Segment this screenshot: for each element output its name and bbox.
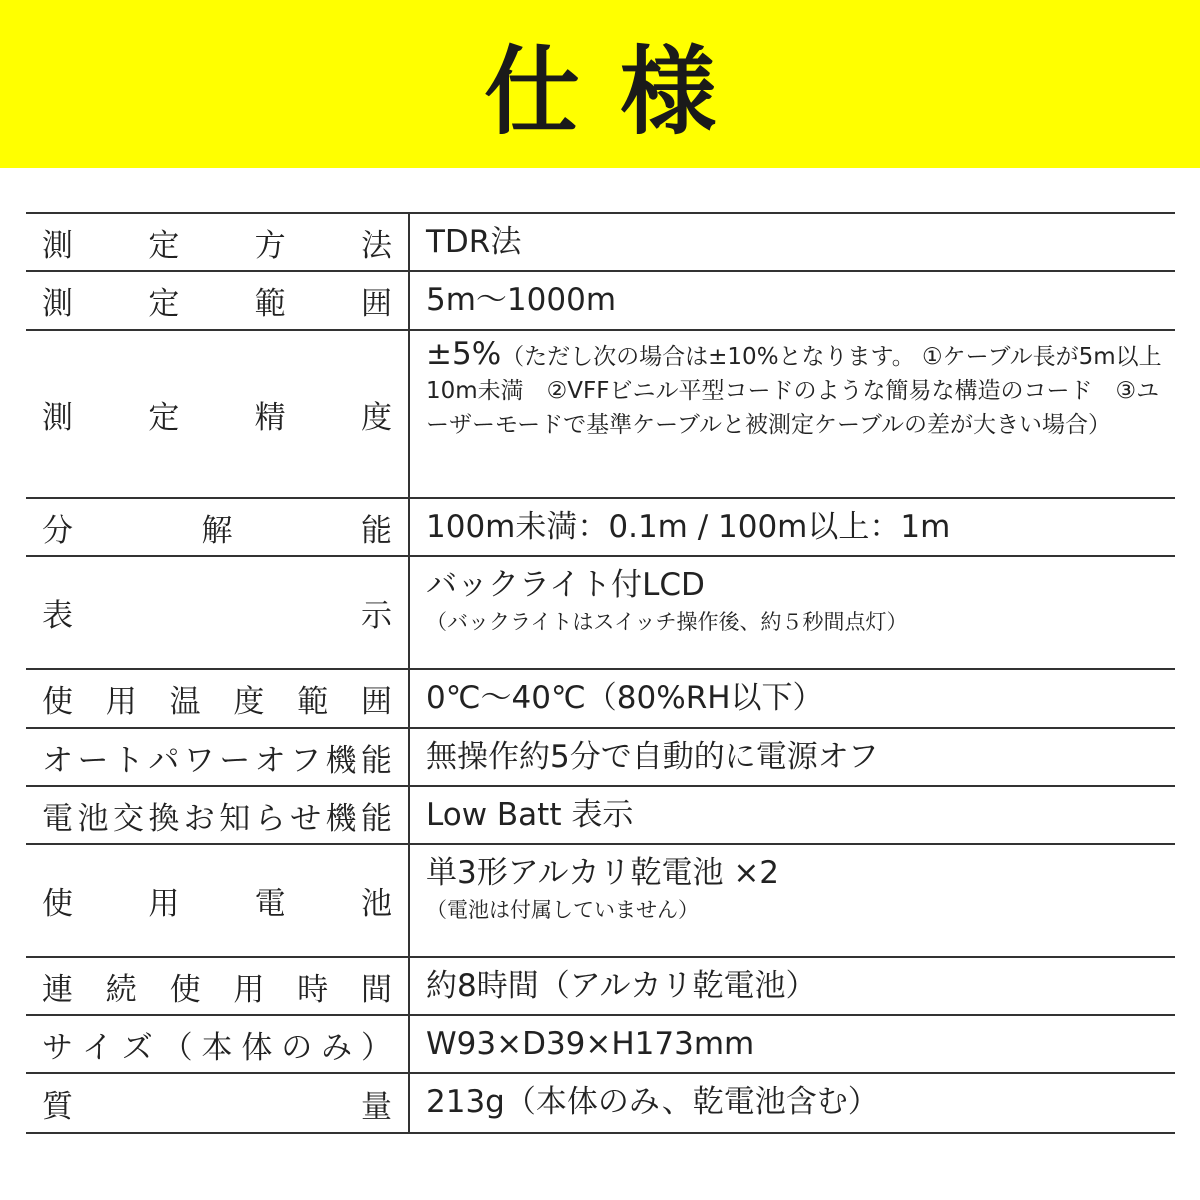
spec-label-char: 定: [148, 227, 180, 264]
spec-label-char: 能: [361, 512, 392, 549]
spec-label: [26, 787, 410, 843]
spec-label-char: ワ: [183, 742, 215, 779]
spec-row: [26, 670, 1175, 729]
spec-label-char: 用: [105, 684, 137, 720]
spec-label-char: ズ: [121, 1029, 153, 1066]
spec-row: [26, 787, 1175, 845]
spec-value-main: 5m〜1000m: [426, 282, 617, 318]
spec-label-char: 質: [42, 1088, 73, 1125]
spec-row: [26, 729, 1175, 787]
spec-label-char: 示: [361, 598, 392, 634]
spec-label-char: 温: [169, 684, 201, 720]
spec-label-char: 交: [112, 800, 144, 837]
spec-label-char: 測: [42, 399, 73, 436]
spec-label-char: 池: [360, 886, 392, 922]
spec-label-char: 時: [297, 971, 329, 1008]
spec-label-char: 法: [360, 227, 392, 264]
spec-row: [26, 1016, 1175, 1074]
spec-label-char: 本: [201, 1029, 233, 1066]
spec-value: [410, 557, 1175, 668]
spec-value: [410, 499, 1175, 555]
spec-label-char: ）: [361, 1029, 392, 1066]
spec-row: [26, 845, 1175, 958]
spec-label-char: 量: [361, 1088, 392, 1125]
spec-label-char: 囲: [360, 286, 392, 322]
spec-label-char: 分: [42, 512, 73, 549]
spec-label-char: 表: [42, 598, 73, 634]
spec-label-char: 電: [254, 886, 286, 922]
spec-label-char: 換: [148, 800, 180, 837]
spec-row: [26, 214, 1175, 272]
spec-label: [26, 557, 410, 668]
spec-label-char: フ: [290, 742, 322, 779]
spec-row: [26, 272, 1175, 331]
spec-label-char: 体: [241, 1029, 273, 1066]
spec-label-char: イ: [81, 1029, 113, 1066]
spec-label-char: 範: [254, 286, 286, 322]
spec-label-char: の: [281, 1029, 313, 1066]
spec-value: [410, 729, 1175, 785]
spec-table: [26, 212, 1175, 1134]
spec-label-char: 範: [297, 684, 329, 720]
spec-label-char: ら: [254, 800, 286, 837]
spec-value-main: 単3形アルカリ乾電池 ×2: [426, 855, 780, 891]
spec-value-main: 約8時間（アルカリ乾電池）: [426, 968, 817, 1004]
spec-row: [26, 499, 1175, 557]
spec-row: [26, 331, 1175, 499]
accuracy-value: ±5%: [426, 336, 502, 372]
spec-label-char: 囲: [360, 684, 392, 720]
spec-row: [26, 1074, 1175, 1134]
spec-value-note: （電池は付属していません）: [426, 898, 699, 922]
spec-label-char: 使: [42, 886, 73, 922]
spec-value-main: W93×D39×H173mm: [426, 1026, 755, 1062]
spec-label-char: み: [321, 1029, 353, 1066]
spec-value-main: TDR法: [426, 224, 522, 260]
spec-label-char: 機: [325, 742, 357, 779]
spec-label-char: 機: [325, 800, 357, 837]
spec-value: [410, 958, 1175, 1014]
spec-value: [410, 845, 1175, 956]
spec-value: [410, 272, 1175, 329]
spec-value-main: バックライト付LCD: [426, 567, 705, 603]
spec-label-char: お: [183, 800, 215, 837]
spec-value-main: 213g（本体のみ、乾電池含む）: [426, 1084, 879, 1120]
page-title: 仕様: [484, 35, 756, 148]
spec-value-main: 100m未満：0.1m / 100m以上：1m: [426, 509, 951, 545]
spec-value-main: 0℃〜40℃（80%RH以下）: [426, 680, 824, 716]
spec-label-char: 能: [360, 742, 392, 779]
spec-label-char: 解: [201, 512, 233, 549]
spec-label-char: 知: [219, 800, 251, 837]
spec-label-char: 連: [42, 971, 73, 1008]
spec-label: [26, 214, 410, 270]
spec-label-char: サ: [42, 1029, 73, 1066]
spec-label-char: 測: [42, 286, 73, 322]
spec-label-char: 能: [360, 800, 392, 837]
spec-label-char: 続: [105, 971, 137, 1008]
spec-row: [26, 958, 1175, 1016]
spec-label-char: 度: [233, 684, 265, 720]
spec-value: [410, 1074, 1175, 1132]
spec-label-char: 度: [360, 399, 392, 436]
spec-value: [410, 787, 1175, 843]
spec-label: [26, 729, 410, 785]
spec-label: [26, 958, 410, 1014]
spec-label-char: 測: [42, 227, 73, 264]
spec-label: [26, 670, 410, 727]
spec-label-char: 池: [77, 800, 109, 837]
spec-label-char: 精: [254, 399, 286, 436]
spec-row: [26, 557, 1175, 670]
spec-value: [410, 331, 1175, 497]
spec-label-char: せ: [290, 800, 322, 837]
spec-label-char: オ: [42, 742, 73, 779]
spec-label-char: 使: [42, 684, 73, 720]
spec-label-char: 電: [42, 800, 73, 837]
spec-value: [410, 1016, 1175, 1072]
spec-label-char: 間: [360, 971, 392, 1008]
spec-label: [26, 1074, 410, 1132]
spec-label-char: オ: [254, 742, 286, 779]
spec-label-char: 定: [148, 286, 180, 322]
spec-value-main: 無操作約5分で自動的に電源オフ: [426, 739, 879, 775]
spec-label: [26, 331, 410, 497]
spec-value: [410, 214, 1175, 270]
spec-value-note: （バックライトはスイッチ操作後、約５秒間点灯）: [426, 610, 908, 634]
accuracy-text: [426, 337, 1175, 442]
spec-label-char: ト: [112, 742, 144, 779]
spec-label-char: （: [161, 1029, 193, 1066]
spec-label-char: 使: [169, 971, 201, 1008]
spec-label-char: ー: [219, 742, 251, 779]
accuracy-note: （ただし次の場合は±10%となります。 ①ケーブル長が5m以上10m未満 ②VFFビニル平型コードのような簡易な構造のコード ③ユーザーモードで基準ケーブルと被測定ケーブルの差が大きい場合）: [426, 344, 1162, 438]
spec-label-char: ー: [77, 742, 109, 779]
spec-value: [410, 670, 1175, 727]
title-banner: [0, 0, 1200, 168]
spec-value-main: Low Batt 表示: [426, 797, 634, 833]
spec-label-char: 定: [148, 399, 180, 436]
spec-label: [26, 845, 410, 956]
spec-label: [26, 499, 410, 555]
spec-label-char: パ: [148, 742, 180, 779]
spec-label: [26, 272, 410, 329]
spec-label-char: 方: [254, 227, 286, 264]
spec-label-char: 用: [233, 971, 265, 1008]
spec-label: [26, 1016, 410, 1072]
spec-label-char: 用: [148, 886, 180, 922]
